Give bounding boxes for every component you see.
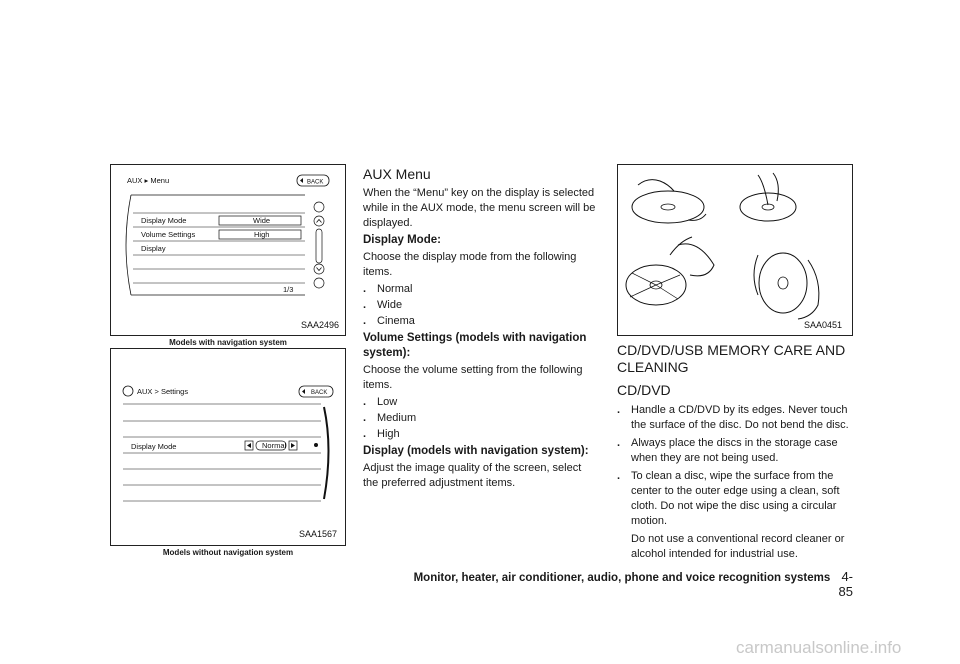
nav-row-0-value: Wide [253, 216, 271, 225]
list-item: . Wide [363, 299, 403, 311]
list-item: . Normal [363, 283, 413, 295]
list-item: . High [363, 428, 400, 440]
display-heading: Display (models with navigation system): [363, 445, 589, 457]
nonav-back-label: BACK [311, 390, 328, 396]
nonav-figure-caption: Models without navigation system [162, 548, 294, 557]
scroll-up-icon [314, 216, 324, 226]
disc-figure-code: SAA0451 [804, 320, 843, 330]
chapter-title: Monitor, heater, air conditioner, audio, phone and voice recognition systems [413, 572, 831, 584]
nav-screen-illustration [111, 165, 344, 334]
disc-icon [740, 193, 796, 221]
nonav-figure-code: SAA1567 [299, 529, 338, 539]
nonav-row-label: Display Mode [131, 442, 177, 451]
disc-icon [759, 253, 807, 313]
nav-figure-code: SAA2496 [301, 320, 340, 330]
aux-menu-section [363, 166, 599, 493]
hand-icon [638, 180, 674, 191]
nonav-screen-title: AUX > Settings [137, 387, 189, 396]
display-mode-text: Choose the display mode from the following items. [363, 251, 577, 278]
list-item: . Low [363, 396, 398, 408]
aux-intro-text: When the “Menu” key on the display is selected while in the AUX mode, the menu screen will be displayed. [363, 187, 596, 229]
disc-handling-illustration [618, 165, 851, 334]
page-number: 4-85 [838, 569, 853, 599]
figure-nonav-screen [110, 348, 346, 546]
list-item: . Medium [363, 412, 417, 424]
scroll-down-icon [314, 264, 324, 274]
nav-screen-title: AUX ▸ Menu [127, 176, 170, 185]
nav-row-2-label: Display [141, 244, 166, 253]
nav-row-1-label: Volume Settings [141, 230, 196, 239]
aux-icon [123, 386, 133, 396]
list-item: . Cinema [363, 315, 415, 327]
care-extra-text: Do not use a conventional record cleaner or alcohol intended for industrial use. [631, 533, 845, 560]
nav-row-0-label: Display Mode [141, 216, 187, 225]
list-item: . To clean a disc, wipe the surface from the center to the outer edge using a clean, soft cloth. Do not wipe the disc using a circular motion. [617, 470, 840, 527]
cloth-icon [678, 244, 714, 276]
hand-icon [758, 175, 768, 205]
back-arrow-icon [300, 178, 303, 183]
display-text: Adjust the image quality of the screen, select the preferred adjustment items. [363, 462, 582, 489]
care-subheading: CD/DVD [617, 382, 671, 398]
figure-nav-screen [110, 164, 346, 336]
scroll-arc-icon [324, 407, 329, 499]
nav-row-1-value: High [254, 230, 270, 239]
volume-settings-heading: Volume Settings (models with navigation system): [363, 332, 587, 359]
nonav-row-value: Normal [262, 441, 287, 450]
scrollbar-icon [316, 229, 322, 263]
hand-icon [798, 260, 819, 319]
nonav-screen-illustration [111, 349, 344, 544]
page-footer [413, 569, 853, 599]
disc-icon [632, 191, 704, 223]
scroll-top-icon [314, 202, 324, 212]
aux-menu-heading: AUX Menu [363, 166, 431, 182]
care-heading: CD/DVD/USB MEMORY CARE AND CLEANING [617, 342, 846, 375]
nav-page-indicator: 1/3 [283, 285, 294, 294]
figure-disc-handling [617, 164, 853, 336]
nonav-back-arrow-icon [302, 389, 305, 394]
nav-back-label: BACK [307, 179, 324, 186]
nav-figure-caption: Models with navigation system [169, 338, 287, 347]
list-item: . Always place the discs in the storage case when they are not being used. [617, 437, 838, 464]
list-item: . Handle a CD/DVD by its edges. Never touch the surface of the disc. Do not bend the disc. [617, 404, 849, 431]
watermark: carmanualsonline.info [736, 638, 902, 657]
volume-settings-text: Choose the volume setting from the following items. [363, 364, 583, 391]
care-section [617, 342, 853, 564]
display-mode-heading: Display Mode: [363, 234, 441, 246]
scroll-bottom-icon [314, 278, 324, 288]
